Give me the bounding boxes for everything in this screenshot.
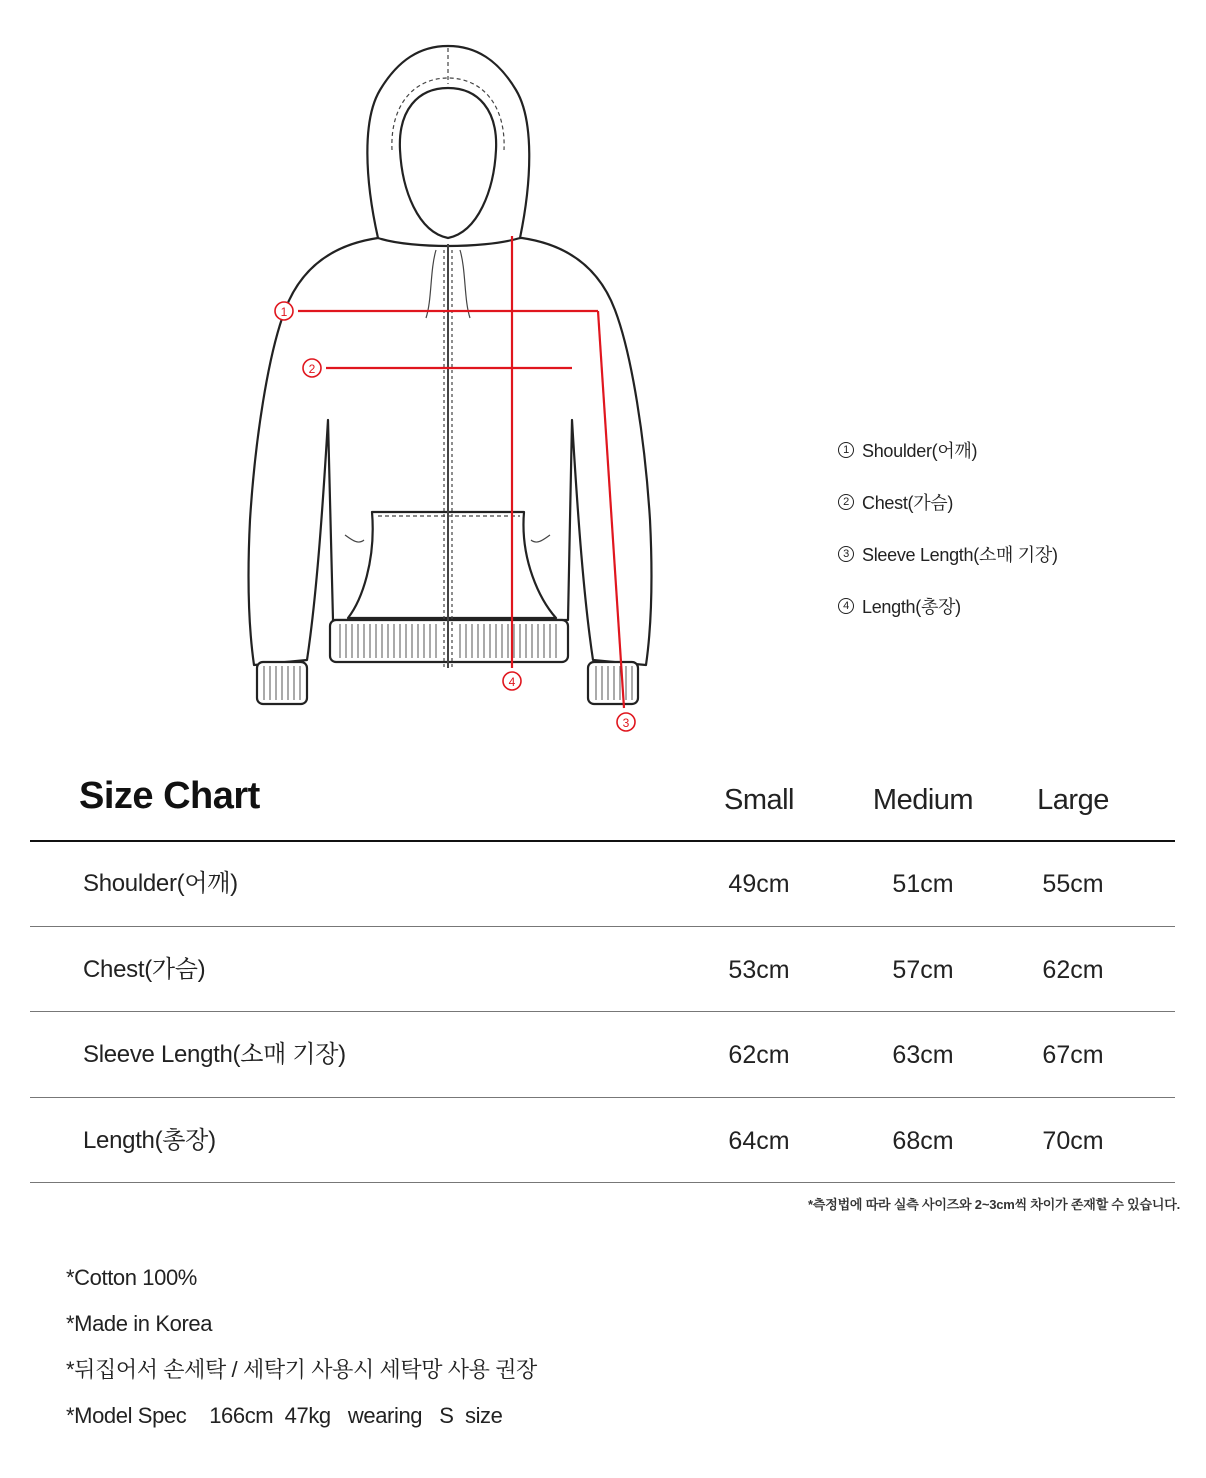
cell-large: 62cm (1042, 956, 1104, 984)
cell-small: 53cm (728, 956, 790, 984)
svg-text:1: 1 (280, 305, 288, 319)
legend-number: 2 (838, 494, 854, 510)
row-divider (30, 1011, 1175, 1012)
legend-number: 4 (838, 598, 854, 614)
svg-text:2: 2 (308, 362, 316, 376)
table-row-chest (30, 928, 1175, 1012)
table-row-sleeve-length (30, 1013, 1175, 1097)
marker-4 (503, 672, 521, 690)
column-header-small: Small (723, 784, 794, 816)
row-divider (30, 926, 1175, 927)
column-header-medium: Medium (872, 784, 974, 816)
marker-3 (617, 713, 635, 731)
cell-medium: 57cm (892, 956, 954, 984)
info-model-spec: *Model Spec 166cm 47kg wearing S size (66, 1403, 503, 1428)
svg-text:3: 3 (622, 716, 630, 730)
cell-medium: 68cm (892, 1127, 954, 1155)
legend-number: 3 (838, 546, 854, 562)
legend-label: Length(총장) (862, 597, 961, 617)
info-origin: *Made in Korea (66, 1311, 213, 1336)
legend-item-length (838, 580, 1058, 632)
product-info (66, 1258, 537, 1442)
marker-1 (275, 302, 293, 320)
column-header-large: Large (1037, 784, 1109, 816)
legend-label: Sleeve Length(소매 기장) (862, 545, 1058, 565)
measurement-note: *측정법에 따라 실측 사이즈와 2~3cm씩 차이가 존재할 수 있습니다. (808, 1197, 1180, 1212)
cell-large: 70cm (1042, 1127, 1104, 1155)
row-label: Chest(가슴) (83, 956, 206, 983)
cell-medium: 51cm (892, 870, 954, 898)
row-label: Length(총장) (83, 1127, 216, 1154)
info-material: *Cotton 100% (66, 1265, 197, 1290)
size-chart-title: Size Chart (79, 775, 260, 817)
legend-item-chest (838, 476, 1058, 528)
legend-item-shoulder (838, 424, 1058, 476)
measurement-legend (838, 424, 1058, 632)
marker-2 (303, 359, 321, 377)
table-bottom-rule (30, 1182, 1175, 1183)
table-row-shoulder (30, 842, 1175, 926)
cell-small: 62cm (728, 1041, 790, 1069)
cell-small: 64cm (728, 1127, 790, 1155)
cell-large: 67cm (1042, 1041, 1104, 1069)
table-row-length (30, 1099, 1175, 1183)
cell-large: 55cm (1042, 870, 1104, 898)
legend-label: Shoulder(어깨) (862, 441, 978, 461)
legend-number: 1 (838, 442, 854, 458)
cell-medium: 63cm (892, 1041, 954, 1069)
legend-label: Chest(가슴) (862, 493, 954, 513)
row-label: Shoulder(어깨) (83, 870, 238, 897)
row-divider (30, 1097, 1175, 1098)
info-care: *뒤집어서 손세탁 / 세탁기 사용시 세탁망 사용 권장 (66, 1357, 537, 1382)
row-label: Sleeve Length(소매 기장) (83, 1041, 346, 1068)
legend-item-sleeve-length (838, 528, 1058, 580)
svg-text:4: 4 (508, 675, 516, 689)
cell-small: 49cm (728, 870, 790, 898)
